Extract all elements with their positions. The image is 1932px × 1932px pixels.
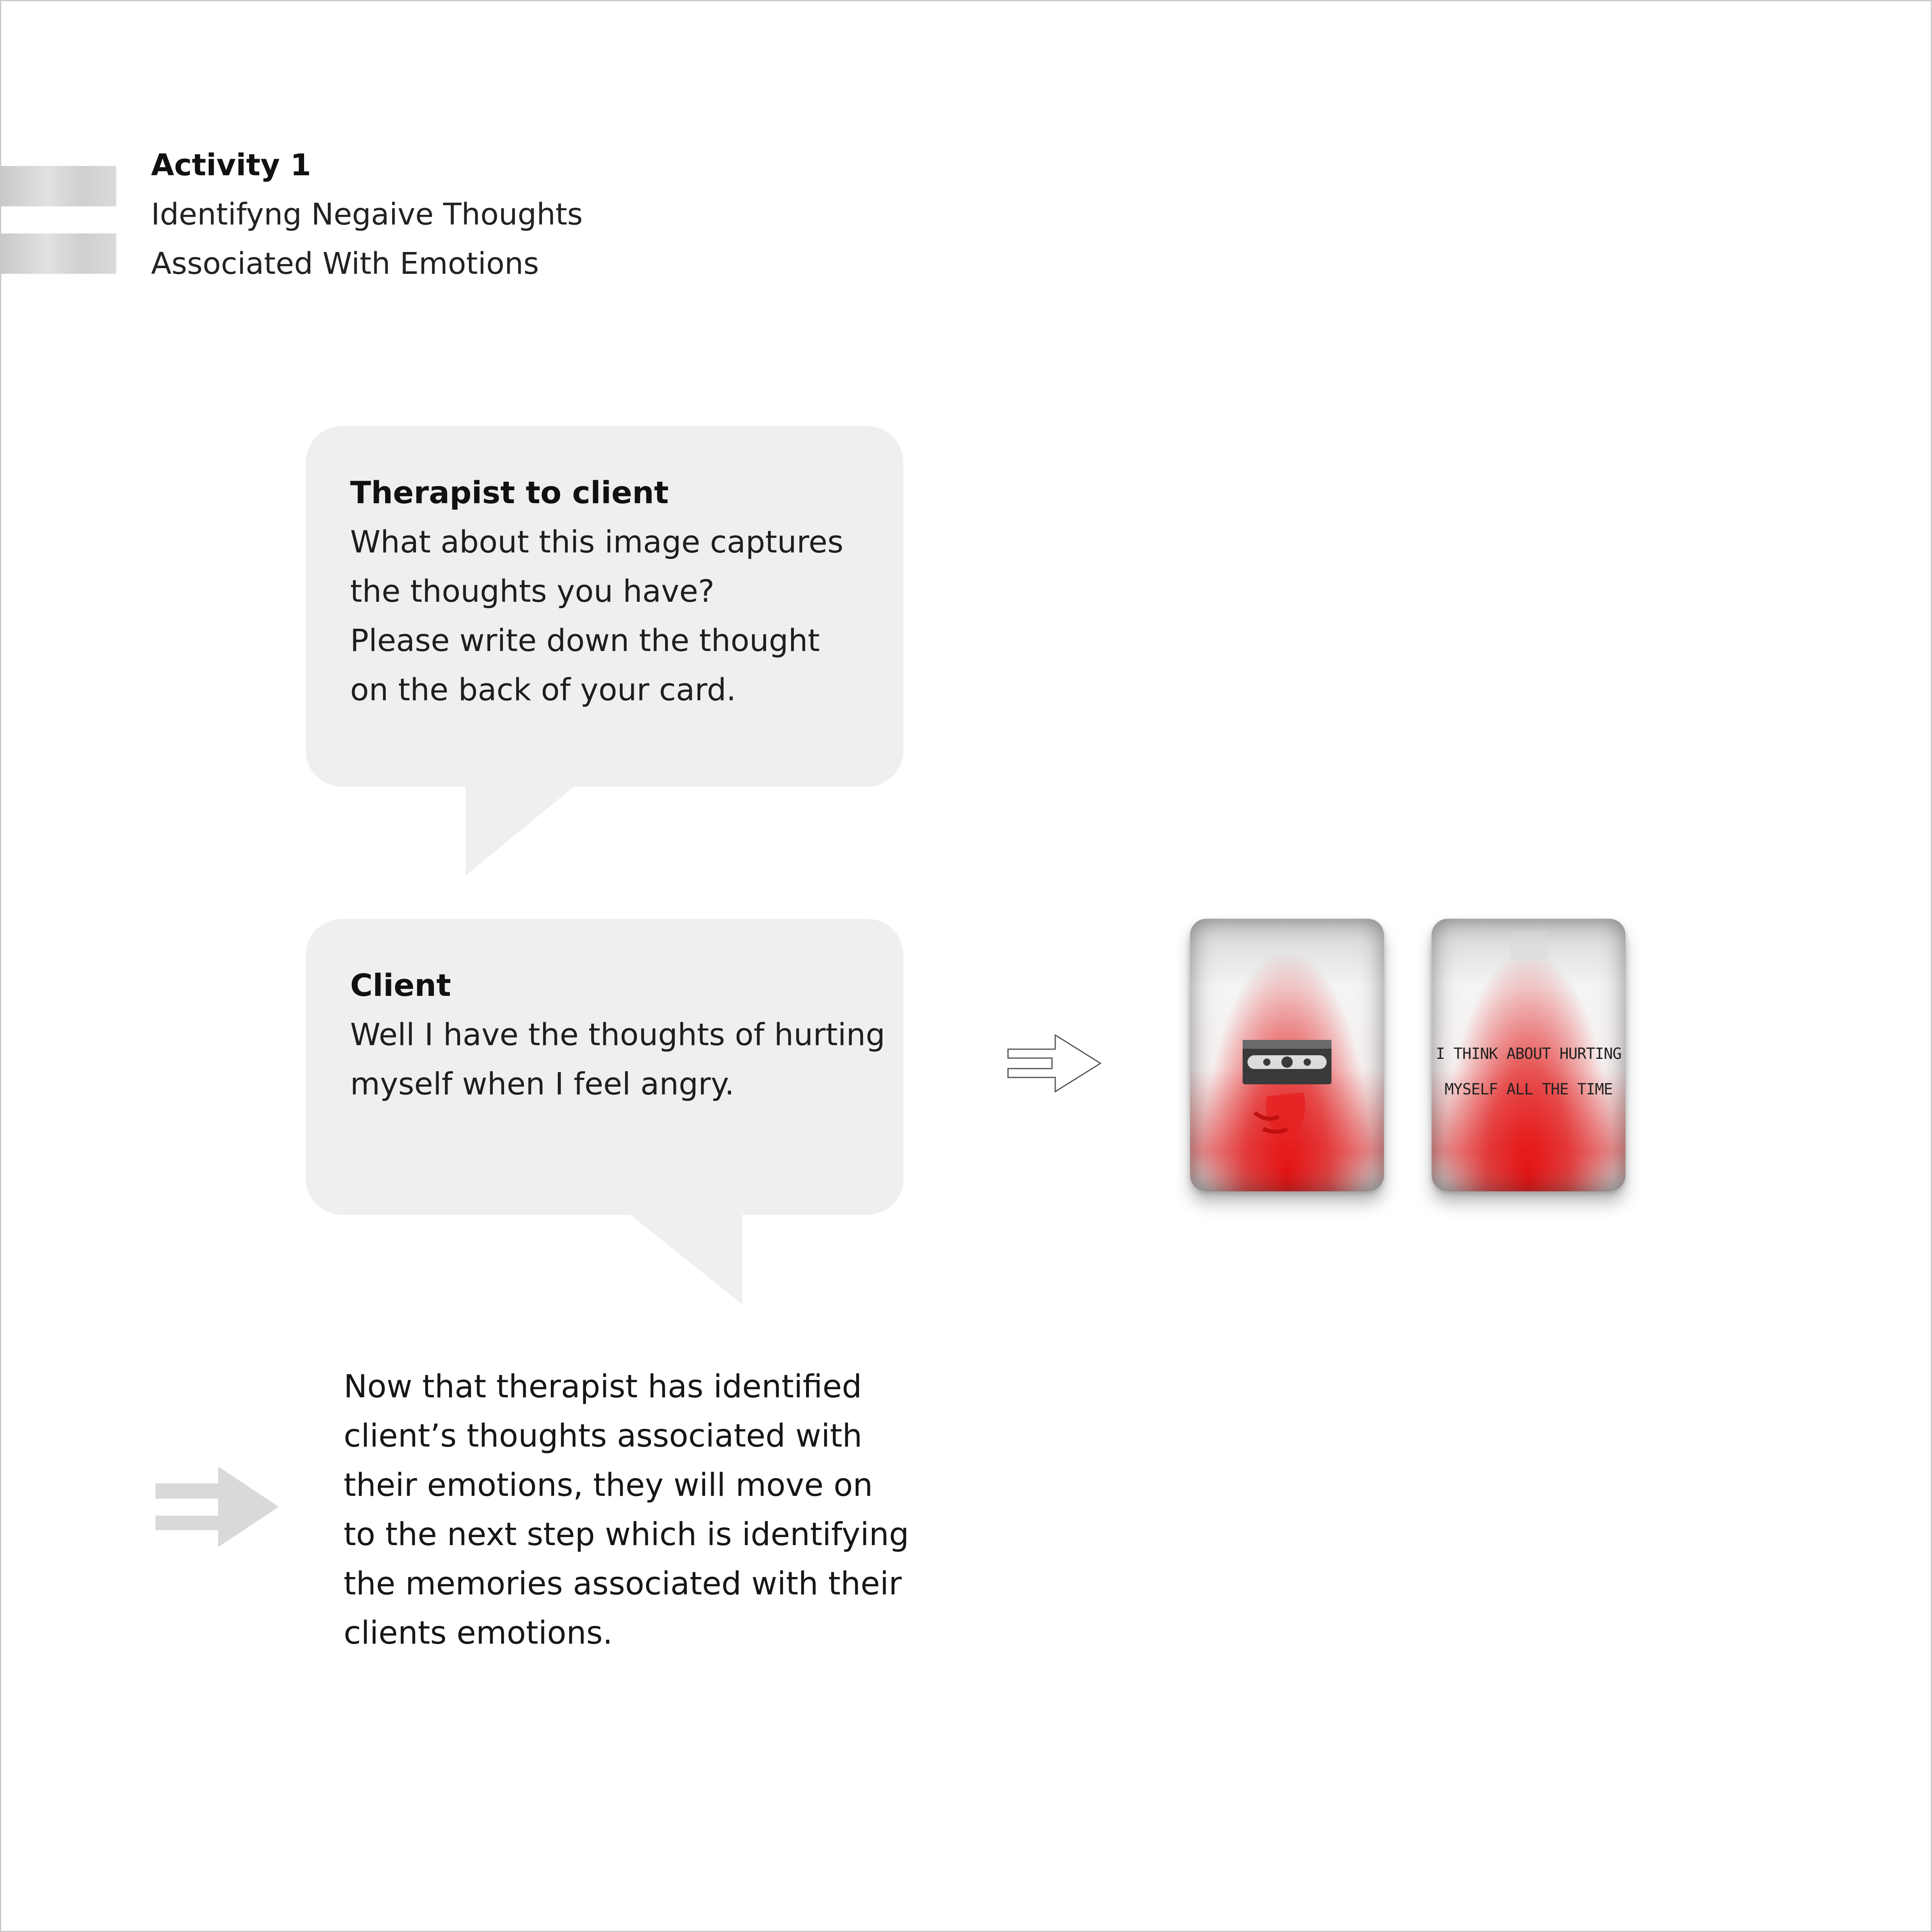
client-line-1: Well I have the thoughts of hurting <box>350 1016 885 1052</box>
client-line-2: myself when I feel angry. <box>350 1066 735 1102</box>
note-line-2: client’s thoughts associated with <box>344 1418 863 1454</box>
card-back-line-1: I THINK ABOUT HURTING <box>1436 1045 1621 1063</box>
activity-title: Activity 1 <box>151 148 311 183</box>
note-line-4: to the next step which is identifying <box>344 1516 909 1553</box>
decorative-bar-top <box>1 166 116 206</box>
double-line-right-arrow-icon <box>155 1466 281 1547</box>
card-back <box>1432 919 1625 1191</box>
card-back-line-2: MYSELF ALL THE TIME <box>1445 1080 1613 1098</box>
therapist-speech-bubble <box>306 426 903 787</box>
double-line-right-arrow-icon <box>1007 1033 1104 1094</box>
note-line-3: their emotions, they will move on <box>344 1467 873 1504</box>
therapist-line-3: Please write down the thought <box>350 622 820 658</box>
activity-subtitle-line-1: Identifyng Negaive Thoughts <box>151 197 583 232</box>
activity-subtitle-line-2: Associated With Emotions <box>151 246 539 281</box>
therapist-line-4: on the back of your card. <box>350 672 736 708</box>
note-line-6: clients emotions. <box>344 1615 613 1651</box>
activity-header <box>151 141 583 288</box>
razor-blade-icon <box>1239 1036 1336 1149</box>
note-line-1: Now that therapist has identified <box>344 1369 862 1405</box>
therapist-speaker-label: Therapist to client <box>350 475 669 510</box>
client-speaker-label: Client <box>350 967 451 1003</box>
therapist-line-1: What about this image captures <box>350 524 844 560</box>
therapist-bubble-tail <box>466 783 583 880</box>
decorative-bar-bottom <box>1 233 116 274</box>
client-speech-bubble <box>306 919 903 1215</box>
next-step-note <box>344 1362 909 1658</box>
therapist-line-2: the thoughts you have? <box>350 573 715 609</box>
card-notch <box>1510 930 1548 959</box>
client-bubble-tail <box>625 1211 746 1308</box>
note-line-5: the memories associated with their <box>344 1566 902 1602</box>
card-back-text <box>1432 1036 1625 1107</box>
card-front <box>1190 919 1384 1191</box>
